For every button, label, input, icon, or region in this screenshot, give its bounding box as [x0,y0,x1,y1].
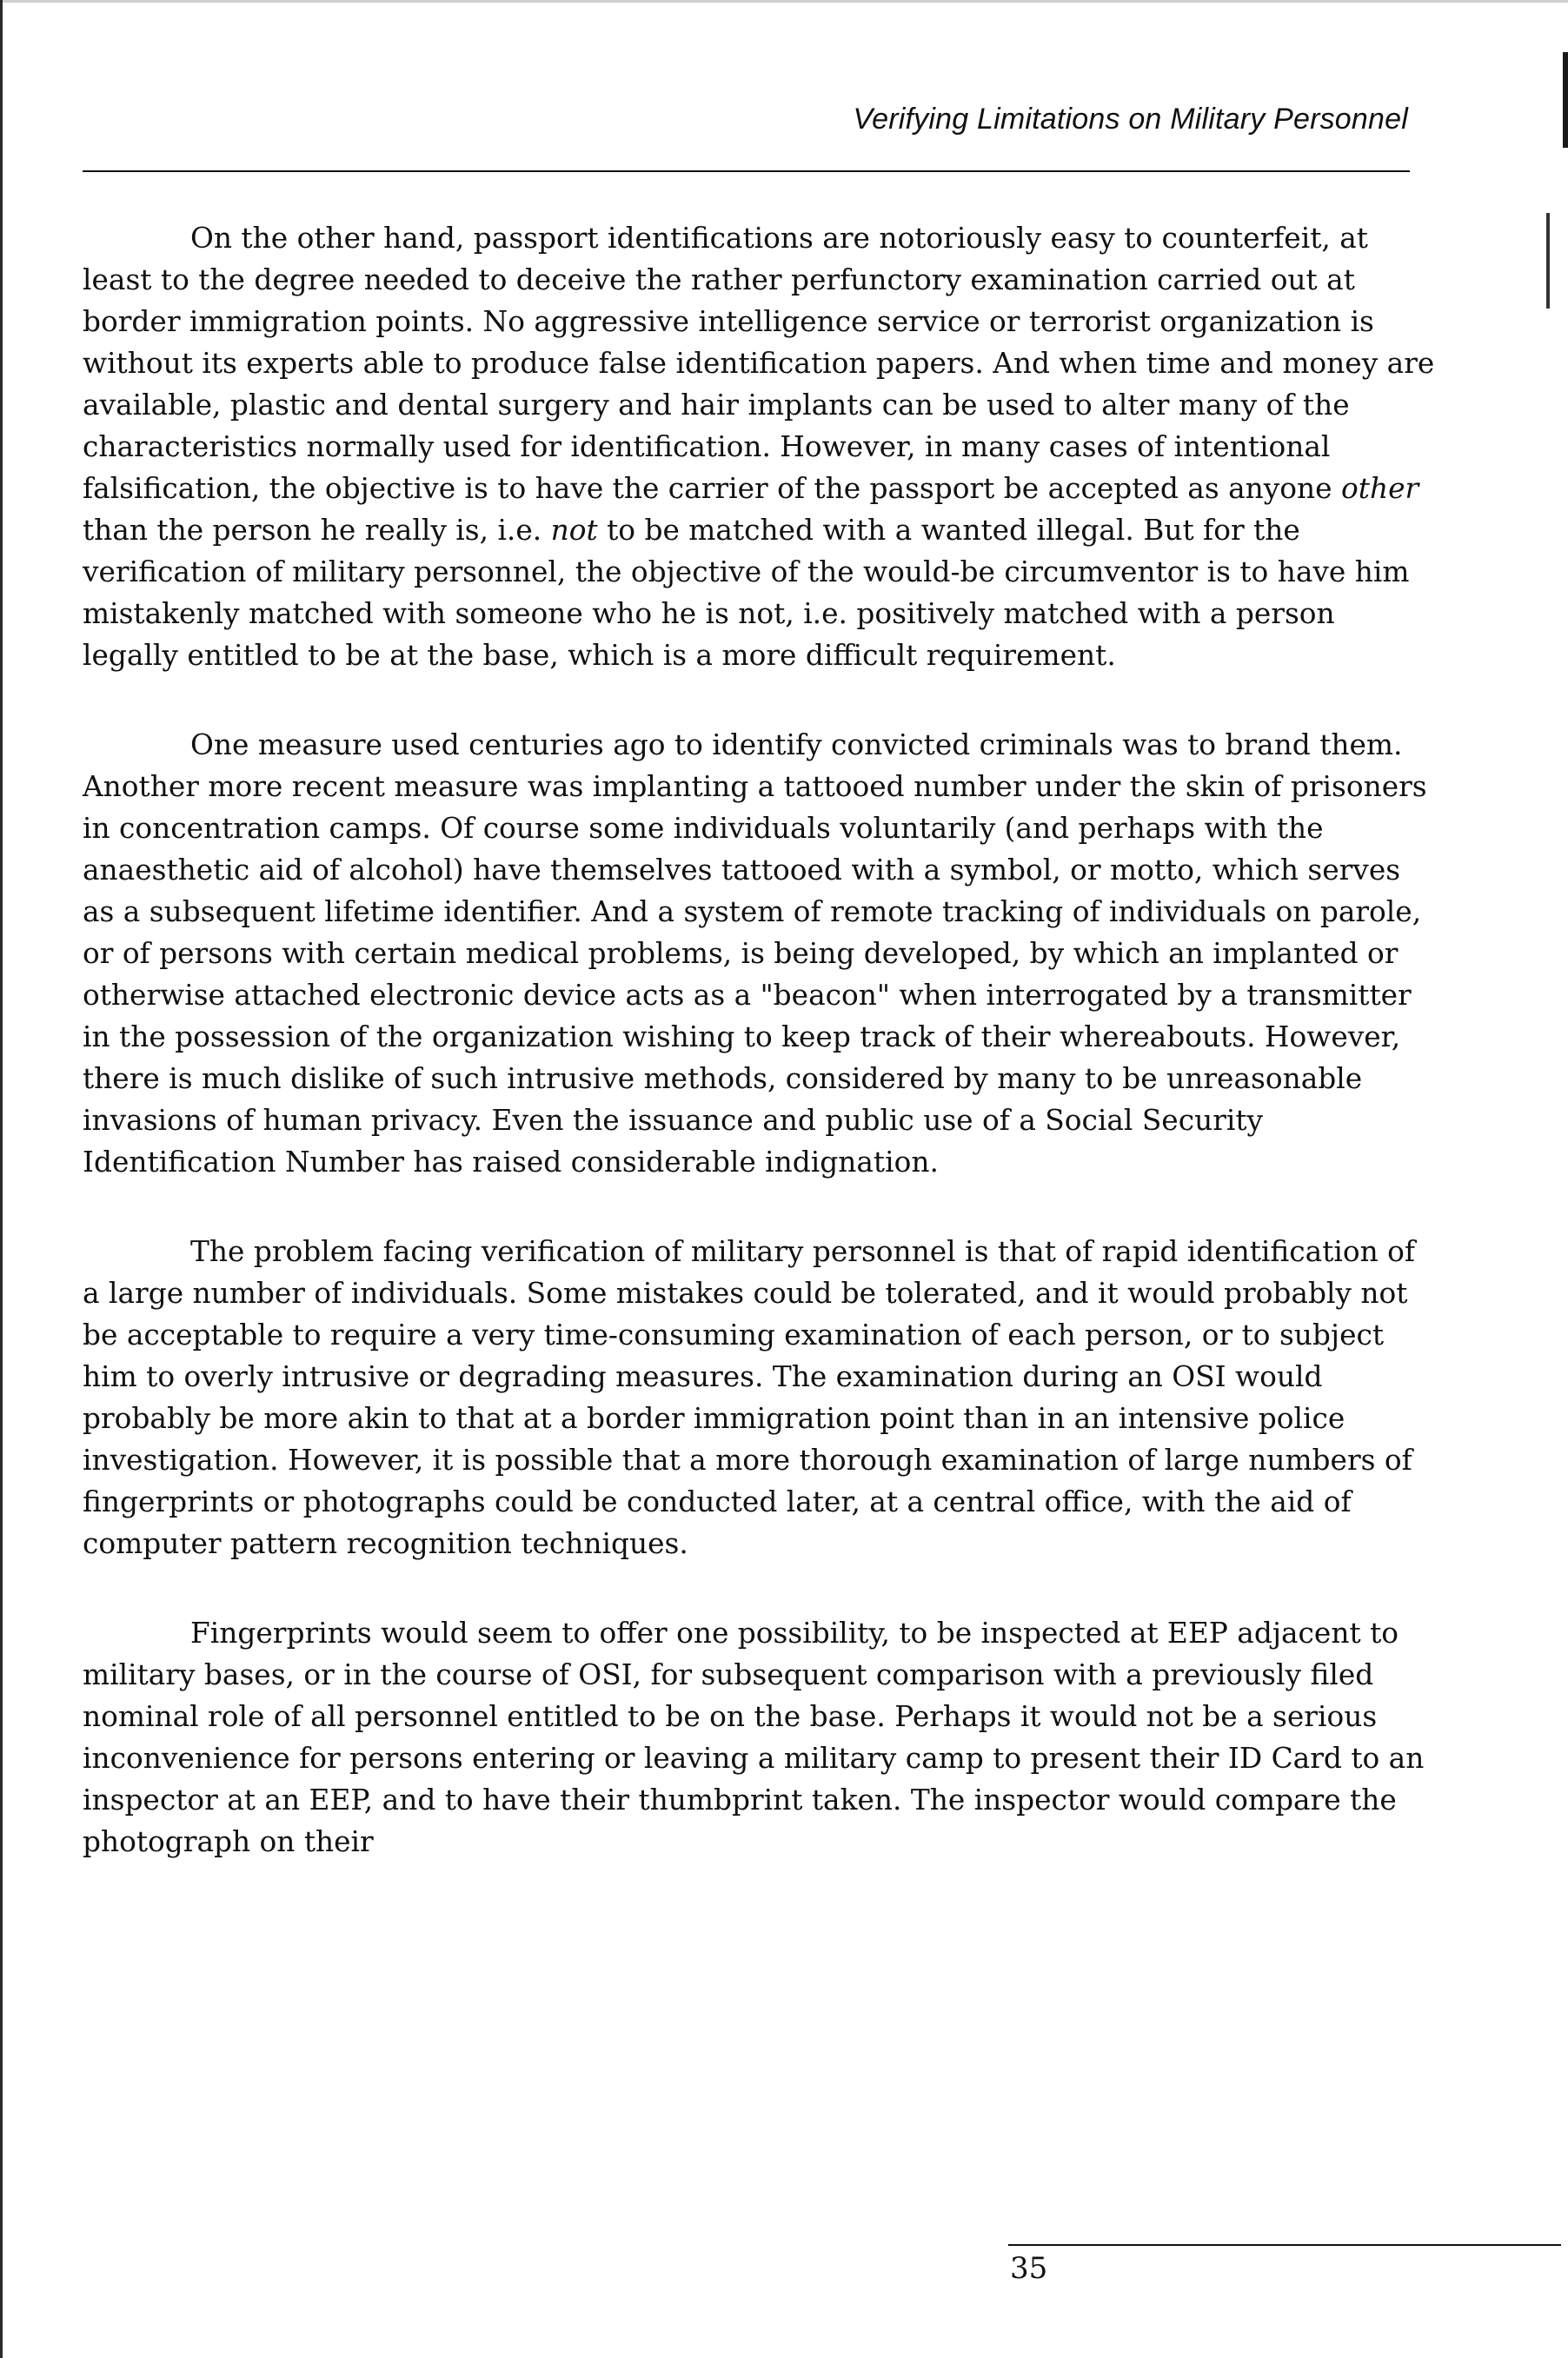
scan-edge-right [1563,52,1568,148]
footer-rule [1008,2244,1561,2246]
paragraph-text: than the person he really is, i.e. [83,514,551,547]
paragraph-branding: One measure used centuries ago to identify convicted criminals was to brand them. Another more recent measure was implanting a tattooed number under the skin of prisoners in concentration camps. Of course some individuals voluntarily (and perhaps with the anaesthetic aid of alcohol) have themselves tattooed with a symbol, or motto, which serves as a subsequent lifetime identifier. And a system of remote tracking of individuals on parole, or of persons with certain medical problems, is being developed, by which an implanted or otherwise attached electronic device acts as a "beacon" when interrogated by a transmitter in the possession of the organization wishing to keep track of their whereabouts. However, there is much dislike of such intrusive methods, considered by many to be unreasonable invasions of human privacy. Even the issuance and public use of a Social Security Identification Number has raised considerable indignation. [83,728,1427,1179]
scan-edge-left [0,0,3,2358]
paragraph-text: to be matched with a wanted illegal. But for the verification of military personnel, the objective of the would-be circumventor is to have him mistakenly matched with someone who he is not, i.e. positively matched with a person legally entitled to be at the base, which is a more difficult requirement. [83,514,1410,672]
emphasis-other: other [1341,472,1419,505]
paragraph-fingerprints: Fingerprints would seem to offer one possibility, to be inspected at EEP adjacent to military bases, or in the course of OSI, for subsequent comparison with a previously filed nominal role of all personnel entitled to be on the base. Perhaps it would not be a serious inconvenience for persons entering or leaving a military camp to present their ID Card to an inspector at an EEP, and to have their thumbprint taken. The inspector would compare the photograph on their [83,1617,1425,1858]
header-rule [83,170,1410,172]
body-text [83,217,1438,1863]
page-number: 35 [1010,2251,1048,2286]
scan-mark-right [1546,213,1550,309]
emphasis-not: not [550,514,598,547]
running-head: Verifying Limitations on Military Personnel [853,103,1408,136]
paragraph-passports [83,217,1438,676]
paragraph-text: On the other hand, passport identifications are notoriously easy to counterfeit, at least to the degree needed to deceive the rather perfunctory examination carried out at border immigration points. No aggressive intelligence service or terrorist organization is without its experts able to produce false identification papers. And when time and money are available, plastic and dental surgery and hair implants can be used to alter many of the characteristics normally used for identification. However, in many cases of intentional falsification, the objective is to have the carrier of the passport be accepted as anyone [83,222,1435,505]
paragraph-rapid-identification: The problem facing verification of military personnel is that of rapid identification of a large number of individuals. Some mistakes could be tolerated, and it would probably not be acceptable to require a very time-consuming examination of each person, or to subject him to overly intrusive or degrading measures. The examination during an OSI would probably be more akin to that at a border immigration point than in an intensive police investigation. However, it is possible that a more thorough examination of large numbers of fingerprints or photographs could be conducted later, at a central office, with the aid of computer pattern recognition techniques. [83,1235,1416,1560]
scan-edge-top [0,0,1568,3]
